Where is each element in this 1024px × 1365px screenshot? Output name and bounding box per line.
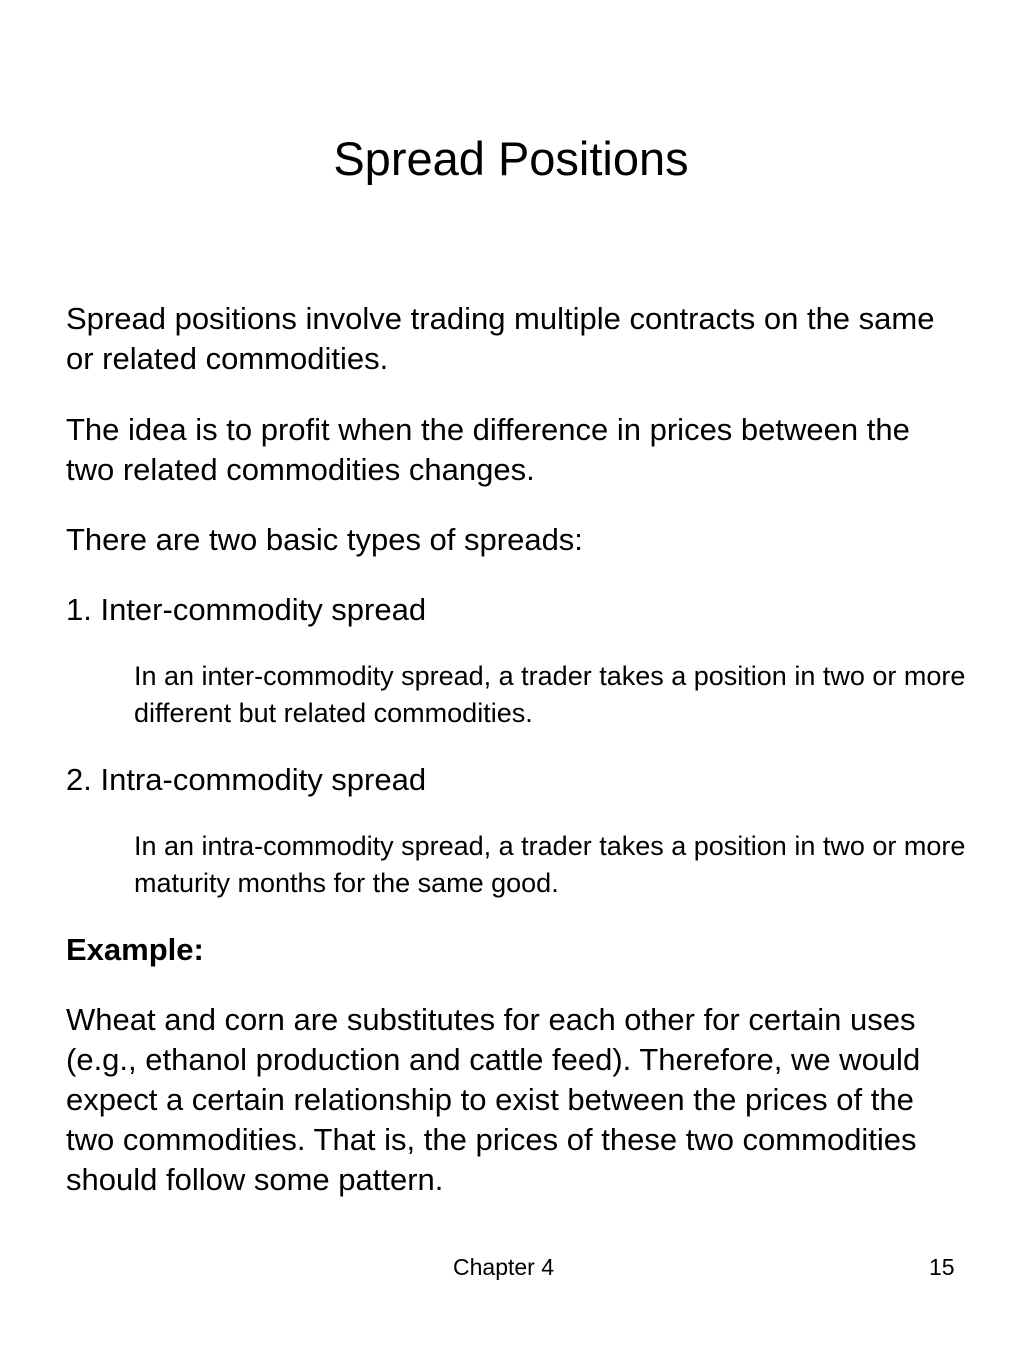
types-paragraph: There are two basic types of spreads: — [66, 522, 583, 557]
spread-type-detail-intra: In an intra-commodity spread, a trader takes a position in two or more maturity months for the same good. — [134, 831, 966, 898]
spread-type-heading-inter: 1. Inter-commodity spread — [66, 592, 427, 627]
example-label: Example: — [66, 932, 204, 967]
idea-paragraph: The idea is to profit when the difference in prices between the two related commodities changes. — [66, 412, 910, 487]
spread-type-detail-inter: In an inter-commodity spread, a trader takes a position in two or more different but related commodities. — [134, 661, 966, 728]
spread-type-heading-intra: 2. Intra-commodity spread — [66, 762, 427, 797]
slide-title: Spread Positions — [333, 132, 689, 185]
footer-chapter: Chapter 4 — [453, 1254, 555, 1280]
intro-paragraph: Spread positions involve trading multiple contracts on the same or related commodities. — [66, 301, 935, 376]
example-paragraph: Wheat and corn are substitutes for each other for certain uses (e.g., ethanol production and cattle feed). Therefore, we would expect a certain relationship to exist between the prices of the two commodities. That is, the prices of these two commodities should follow some pattern. — [66, 1002, 921, 1197]
footer-page-number: 15 — [929, 1254, 955, 1280]
